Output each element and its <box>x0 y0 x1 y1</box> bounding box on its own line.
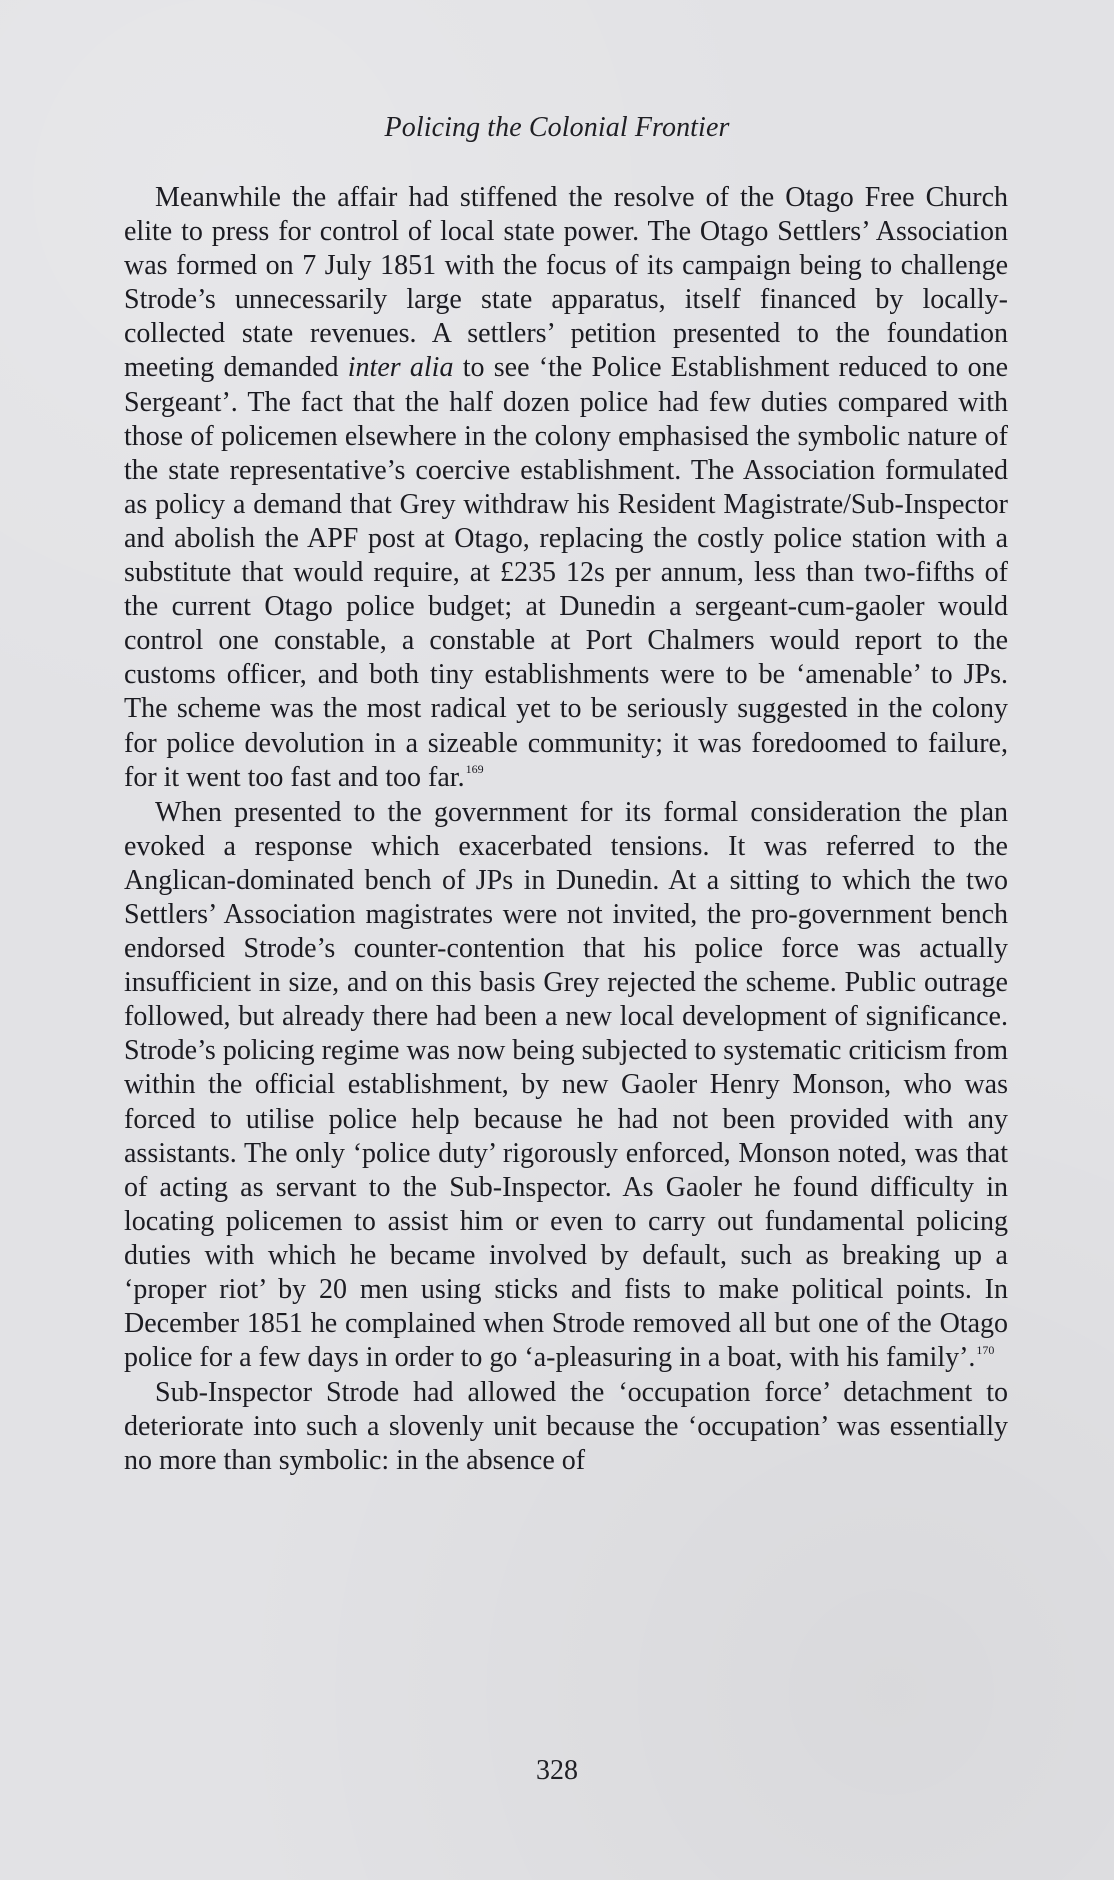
paragraph-1-italic-phrase: inter alia <box>347 352 454 384</box>
paragraph-2 <box>124 796 1008 1376</box>
paragraph-2-text: When presented to the government for its formal consideration the plan evoked a response which exacerbated tensions. It was referred to the Anglican-dominated bench of JPs in Dunedin. At a sitting to which the two Settlers’ Association magistrates were not invited, the pro-government bench endorsed Strode’s counter-contention that his police force was actually insufficient in size, and on this basis Grey rejected the scheme. Public outrage followed, but already there had been a new local development of significance. Strode’s policing regime was now being subjected to systematic criticism from within the official establishment, by new Gaoler Henry Monson, who was forced to utilise police help because he had not been provided with any assistants. The only ‘police duty’ rigorously enforced, Monson noted, was that of acting as servant to the Sub-Inspector. As Gaoler he found difficulty in locating policemen to assist him or even to carry out fundamental policing duties with which he became involved by default, such as breaking up a ‘proper riot’ by 20 men using sticks and fists to make political points. In December 1851 he complained when Strode removed all but one of the Otago police for a few days in order to go ‘a-pleasuring in a boat, with his family’. <box>124 796 1008 1374</box>
paragraph-1-text-a: Meanwhile the affair had stiffened the resolve of the Otago Free Church elite to press for control of local state power. The Otago Settlers’ Association was formed on 7 July 1851 with the focus of its campaign being to challenge Strode’s unnecessarily large state apparatus, itself financed by locally-collected state revenues. A settlers’ petition presented to the foundation meeting demanded <box>124 182 1008 384</box>
body-text <box>124 181 1008 1479</box>
paragraph-3 <box>124 1376 1008 1478</box>
paragraph-1 <box>124 181 1008 795</box>
running-head-title: Policing the Colonial Frontier <box>384 112 730 143</box>
page-number: 328 <box>536 1755 578 1786</box>
paragraph-1-text-b: to see ‘the Police Establishment reduced to one Sergeant’. The fact that the half dozen police had few duties compared with those of policemen elsewhere in the colony emphasised the symbolic nature of the state representative’s coercive establishment. The Association formulated as policy a demand that Grey withdraw his Resident Magistrate/Sub-Inspector and abolish the APF post at Otago, replacing the costly police station with a substitute that would require, at £235 12s per annum, less than two-fifths of the current Otago police budget; at Dunedin a sergeant-cum-gaoler would control one constable, a constable at Port Chalmers would report to the customs officer, and both tiny establishments were to be ‘amenable’ to JPs. The scheme was the most radical yet to be seriously suggested in the colony for police devolution in a sizeable community; it was foredoomed to failure, for it went too fast and too far. <box>124 352 1008 793</box>
footnote-reference-170: 170 <box>976 1342 995 1357</box>
paragraph-3-text: Sub-Inspector Strode had allowed the ‘occupation force’ detachment to deteriorate into such a slovenly unit because the ‘occupation’ was essentially no more than symbolic: in the absence of <box>124 1377 1008 1477</box>
footnote-reference-169: 169 <box>465 762 484 777</box>
